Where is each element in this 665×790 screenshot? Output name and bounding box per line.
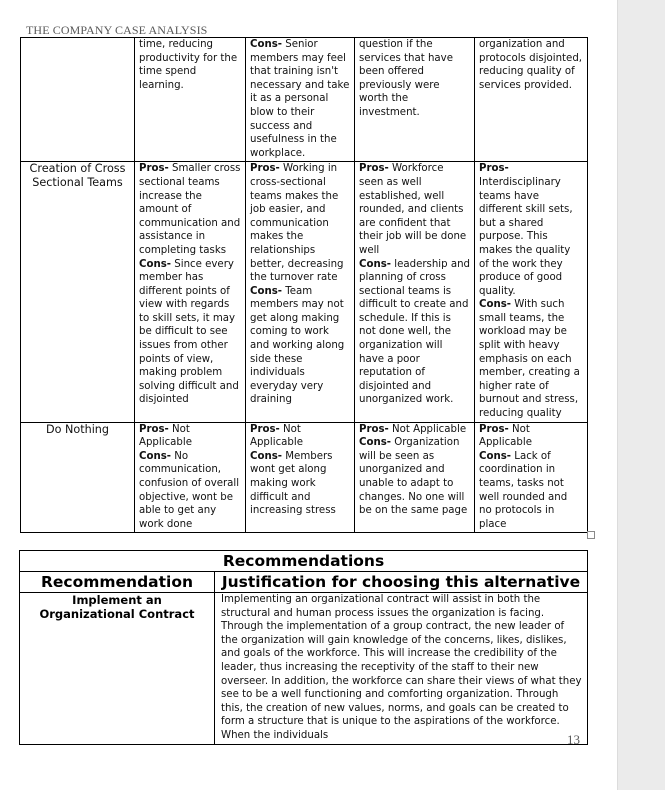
table-row — [21, 162, 588, 422]
cons-label: Cons- — [139, 258, 172, 270]
stakeholder-cell — [135, 422, 246, 533]
pros-entry: Pros- Smaller cross sectional teams increase the amount of communication and assistance in completing tasks — [139, 163, 241, 256]
pros-label: Pros- — [479, 163, 509, 175]
pros-entry: Pros- Not Applicable — [359, 423, 467, 435]
column-header-recommendation: Recommendation — [20, 572, 215, 593]
pros-label: Pros- — [359, 423, 389, 435]
stakeholder-cell — [135, 38, 246, 162]
cons-entry: Cons- Lack of coordination in teams, tasks not well rounded and no protocols in place — [479, 450, 568, 530]
stakeholder-cell — [246, 422, 355, 533]
stakeholder-cell — [355, 38, 475, 162]
stakeholder-cell — [355, 162, 475, 422]
column-header-justification: Justification for choosing this alternative — [215, 572, 588, 593]
alternatives-analysis-table — [20, 37, 588, 533]
cons-entry: Cons- Team members may not get along making coming to work and working along side these individuals everyday very draining — [250, 285, 345, 406]
table-resize-handle[interactable] — [587, 531, 595, 539]
recommendations-title: Recommendations — [20, 551, 588, 572]
alternative-label — [21, 162, 135, 422]
cell-text: Creation of Cross Sectional Teams — [29, 162, 126, 189]
pros-label: Pros- — [250, 423, 280, 435]
cons-label: Cons- — [479, 299, 512, 311]
pros-label: Pros- — [139, 423, 169, 435]
stakeholder-cell — [475, 422, 588, 533]
alternative-label — [21, 422, 135, 533]
stakeholder-cell — [355, 422, 475, 533]
cons-entry: Cons- With such small teams, the workload may be split with heavy emphasis on each member, creating a higher rate of burnout and stress, reducing quality — [479, 299, 580, 420]
table-row — [20, 551, 588, 572]
cons-entry: Cons- Members wont get along making work difficult and increasing stress — [250, 450, 336, 517]
pros-entry: Pros- Interdisciplinary teams have different skill sets, but a shared purpose. This makes the quality of the work they produce of good quality. — [479, 163, 573, 297]
cons-entry: Cons- leadership and planning of cross sectional teams is difficult to create and schedule. If this is not done well, the organization will have a poor reputation of disjointed and unorganized work. — [359, 258, 470, 406]
pros-label: Pros- — [250, 163, 280, 175]
table-row — [21, 422, 588, 533]
stakeholder-cell — [475, 162, 588, 422]
cons-label: Cons- — [250, 39, 283, 50]
recommendations-table — [19, 550, 588, 745]
stakeholder-cell — [246, 38, 355, 162]
recommendation-name: Implement an Organizational Contract — [20, 593, 215, 745]
pros-entry: Pros- Not Applicable — [250, 423, 303, 449]
cons-entry: Cons- No communication, confusion of overall objective, wont be able to get any work done — [139, 450, 240, 530]
alternative-label — [21, 38, 135, 162]
table-row — [20, 593, 588, 745]
recommendation-justification: Implementing an organizational contract will assist in both the structural and human process issues the organization is facing. Through the implementation of a group contract, the new leader of the organization will gain knowledge of the concerns, likes, dislikes, and goals of the workforce. This will increase the credibility of the leader, thus increasing the receptivity of the staff to their new overseer. In addition, the workforce can share their views of what they see to be a well functioning and comforting organization. Through this, the creation of new values, norms, and goals can be created to form a structure that is unique to the aspirations of the workforce. When the individuals — [215, 593, 588, 745]
cell-text: Do Nothing — [45, 422, 109, 436]
pros-entry: Pros- Not Applicable — [139, 423, 192, 449]
pros-entry: Pros- Workforce seen as well established, well rounded, and clients are confident that their job will be done well — [359, 163, 467, 256]
cons-entry: Cons- Senior members may feel that training isn't necessary and take it as a personal blow to their success and usefulness in the workplace. — [250, 39, 350, 159]
cons-label: Cons- — [359, 437, 392, 449]
cons-entry: Cons- Since every member has different points of view with regards to skill sets, it may be difficult to see issues from other points of view, making problem solving difficult and disjointed — [139, 258, 239, 406]
stakeholder-cell — [475, 38, 588, 162]
cell-text: time, reducing productivity for the time spend learning. — [139, 39, 238, 91]
cons-label: Cons- — [250, 450, 283, 462]
stakeholder-cell — [246, 162, 355, 422]
stakeholder-cell — [135, 162, 246, 422]
cons-label: Cons- — [359, 258, 392, 270]
cons-label: Cons- — [139, 450, 172, 462]
page-number: 13 — [567, 732, 580, 747]
running-header: THE COMPANY CASE ANALYSIS — [26, 23, 208, 37]
cons-label: Cons- — [250, 285, 283, 297]
pros-label: Pros- — [359, 163, 389, 175]
table-row — [21, 38, 588, 162]
pros-label: Pros- — [479, 423, 509, 435]
pros-label: Pros- — [139, 163, 169, 175]
pros-entry: Pros- Not Applicable — [479, 423, 532, 449]
cell-text: question if the services that have been offered previously were worth the investment. — [359, 39, 453, 118]
table-row — [20, 572, 588, 593]
document-canvas-margin — [617, 0, 665, 790]
cell-text: organization and protocols disjointed, reducing quality of services provided. — [479, 39, 583, 91]
cons-label: Cons- — [479, 450, 512, 462]
pros-entry: Pros- Working in cross-sectional teams makes the job easier, and communication makes the relationships better, decreasing the turnover rate — [250, 163, 344, 284]
cons-entry: Cons- Organization will be seen as unorganized and unable to adapt to changes. No one will be on the same page — [359, 437, 468, 517]
